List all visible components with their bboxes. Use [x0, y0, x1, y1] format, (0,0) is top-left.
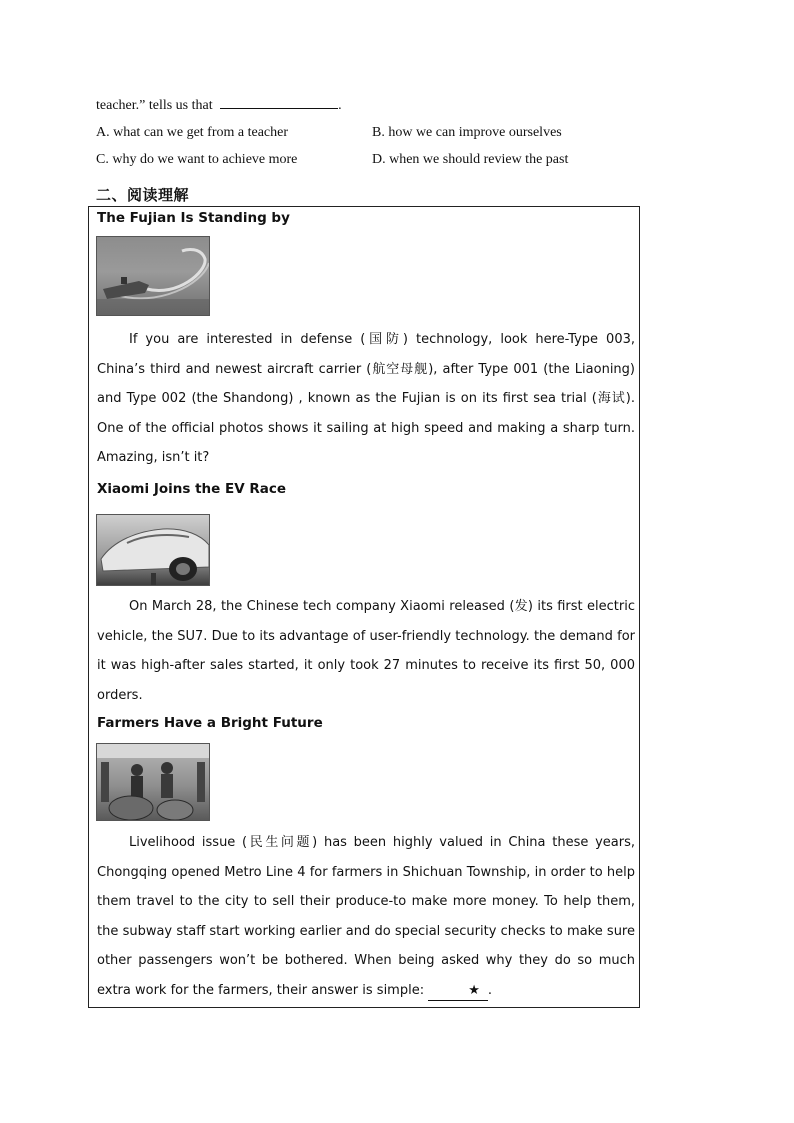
aircraft-carrier-photo: [96, 236, 210, 316]
article-title-farmers: Farmers Have a Bright Future: [97, 715, 323, 731]
metro-farmers-photo: [96, 743, 210, 821]
article-text-fujian: If you are interested in defense (国防) technology, look here-Type 003, China’s third and newest aircraft carrier (航空母舰), after Type 001 (the Liaoning) and Type 002 (the Shandong) , known as the Fujian is on its first sea trial (海试). One of the official photos shows it sailing at high speed and making a sharp turn. Amazing, isn’t it?: [97, 332, 635, 465]
section-heading: 二、阅读理解: [96, 186, 190, 204]
electric-car-photo: [96, 514, 210, 586]
option-b: B. how we can improve ourselves: [372, 125, 562, 140]
article-text-xiaomi: On March 28, the Chinese tech company Xiaomi released (发) its first electric vehicle, the SU7. Due to its advantage of user-friendly technology. the demand for it was high-after sales started, it only took 27 minutes to receive its first 50, 000 orders.: [97, 599, 635, 703]
question-stem-text: teacher.” tells us that: [96, 98, 213, 113]
option-d: D. when we should review the past: [372, 152, 569, 167]
aircraft-carrier-illustration: [97, 237, 210, 316]
article-text-farmers-end: .: [487, 982, 493, 998]
option-a: A. what can we get from a teacher: [96, 125, 289, 140]
star-answer-blank: ★: [428, 982, 488, 1001]
question-stem-end: .: [338, 98, 342, 113]
answer-blank: [220, 96, 338, 109]
article-title-fujian: The Fujian Is Standing by: [97, 210, 290, 226]
article-title-xiaomi: Xiaomi Joins the EV Race: [97, 481, 287, 497]
article-text-farmers-body: Livelihood issue (民生问题) has been highly valued in China these years, Chongqing opened Metro Line 4 for farmers in Shichuan Township, in order to help them travel to the city to sell their produce-to make more money. To help them, the subway staff start working earlier and do special security checks to make sure other passengers won’t be bothered. When being asked why they do so much extra work for the farmers, their answer is simple:: [97, 835, 635, 998]
electric-car-illustration: [97, 515, 210, 586]
metro-farmers-illustration: [97, 744, 210, 821]
question-stem: [96, 96, 342, 114]
option-c: C. why do we want to achieve more: [96, 152, 298, 167]
article-text-farmers: [97, 828, 635, 1005]
reading-passage-box: [88, 206, 640, 1008]
